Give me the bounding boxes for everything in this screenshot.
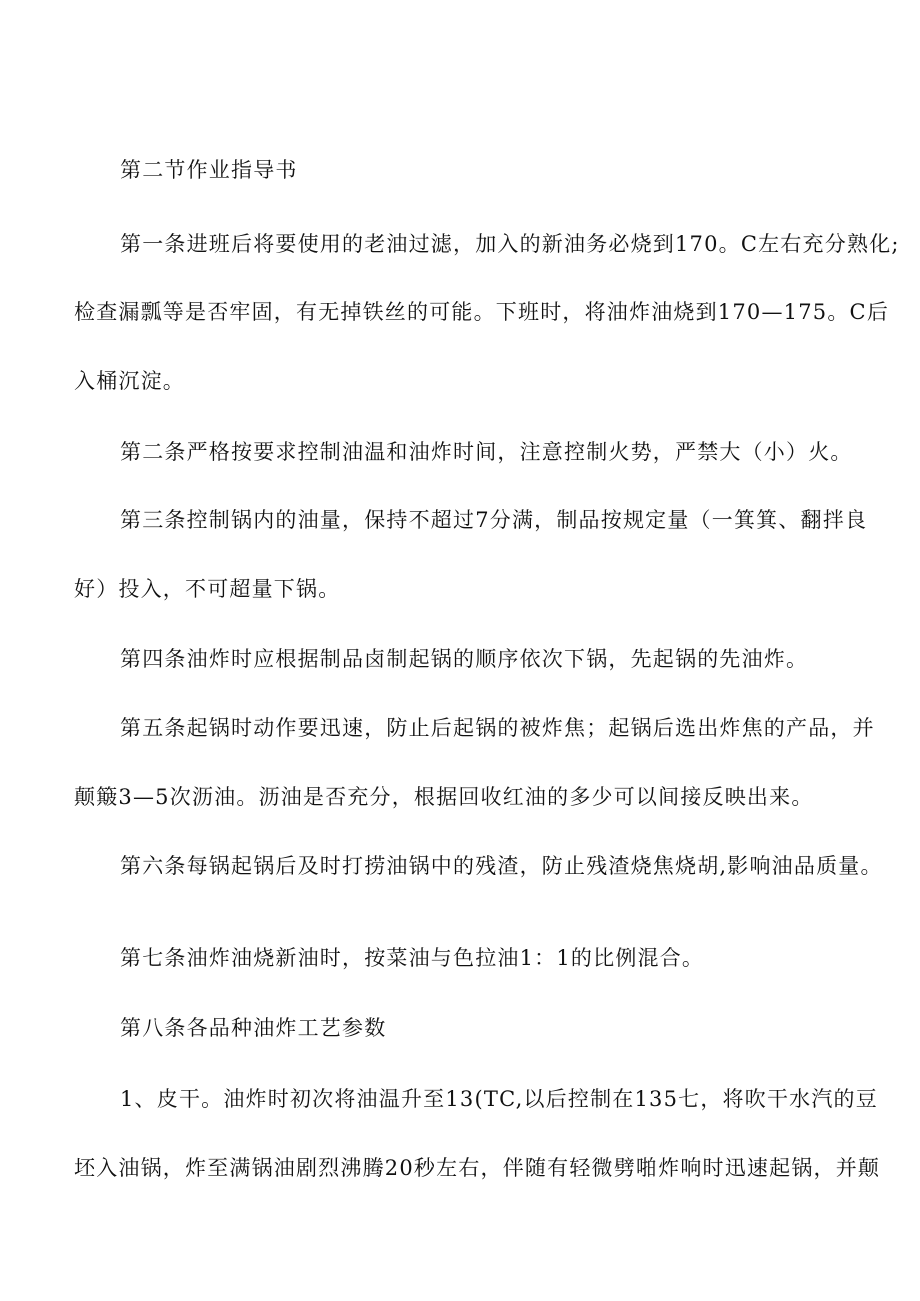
paragraph-line: 第一条进班后将要使用的老油过滤，加入的新油务必烧到170。C左右充分熟化; (120, 232, 900, 256)
paragraph-line: 第四条油炸时应根据制品卤制起锅的顺序依次下锅，先起锅的先油炸。 (120, 647, 809, 671)
paragraph-line: 好）投入，不可超量下锅。 (74, 577, 341, 601)
paragraph-line: 第六条每锅起锅后及时打捞油锅中的残渣，防止残渣烧焦烧胡,影响油品质量。 (120, 854, 883, 878)
paragraph-line: 1、皮干。油炸时初次将油温升至13(TC,以后控制在135七，将吹干水汽的豆 (120, 1087, 878, 1111)
paragraph-line: 第二条严格按要求控制油温和油炸时间，注意控制火势，严禁大（小）火。 (120, 440, 853, 464)
section-title: 第二节作业指导书 (120, 158, 298, 182)
paragraph-line: 第三条控制锅内的油量，保持不超过7分满，制品按规定量（一箕箕、翻拌良 (120, 508, 868, 532)
paragraph-line: 第八条各品种油炸工艺参数 (120, 1016, 387, 1040)
paragraph-line: 第五条起锅时动作要迅速，防止后起锅的被炸焦；起锅后选出炸焦的产品，并 (120, 716, 875, 740)
paragraph-line: 入桶沉淀。 (74, 369, 185, 393)
paragraph-line: 第七条油炸油烧新油时，按菜油与色拉油1：1的比例混合。 (120, 946, 705, 970)
paragraph-line: 坯入油锅，炸至满锅油剧烈沸腾20秒左右，伴随有轻微劈啪炸响时迅速起锅，并颠 (74, 1156, 881, 1180)
paragraph-line: 颠簸3—5次沥油。沥油是否充分，根据回收红油的多少可以间接反映出来。 (74, 785, 814, 809)
paragraph-line: 检查漏瓢等是否牢固，有无掉铁丝的可能。下班时，将油炸油烧到170—175。C后 (74, 300, 890, 324)
